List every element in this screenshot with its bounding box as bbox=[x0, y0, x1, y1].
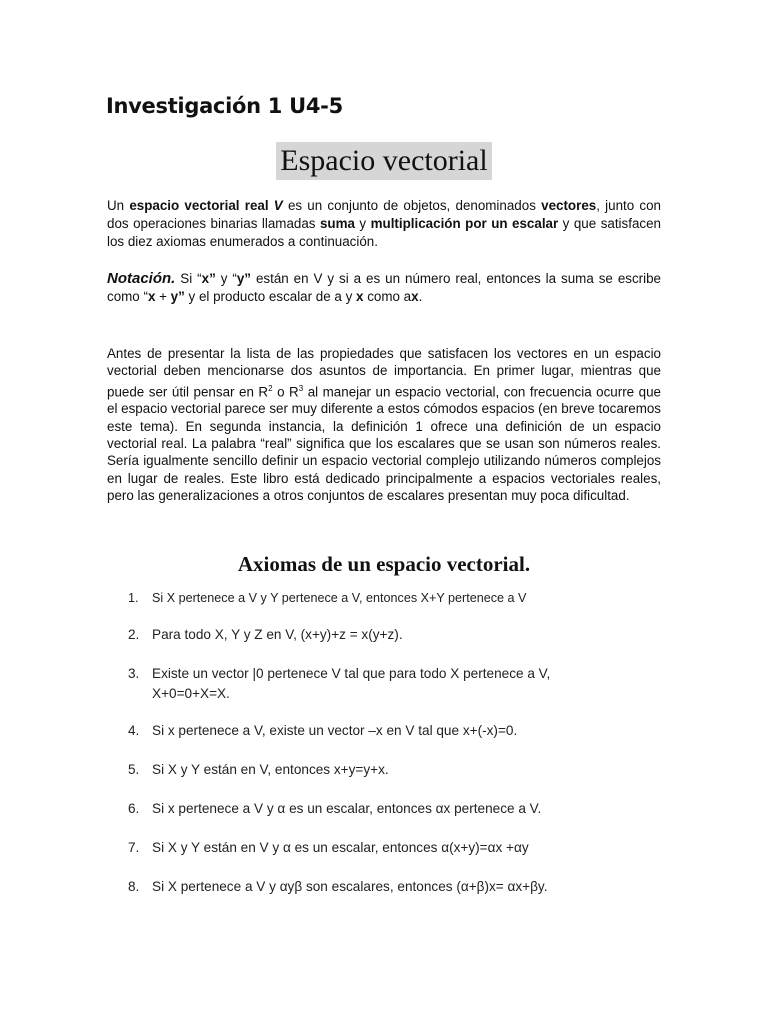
explanation-text: al manejar un espacio vectorial, con frecuencia ocurre que el espacio vectorial parece ser muy diferente a estos cómodos espacios (en breve tocaremos este tema). En segunda instancia, la definición 1 ofrece una definición de un espacio vectorial real. La palabra “real” significa que los escalares que se usan son números reales. Sería igualmente sencillo definir un espacio vectorial complejo utilizando números complejos en lugar de reales. Este libro está dedicado principalmente a espacios vectoriales reales, pero las generalizaciones a otros conjuntos de escalares presentan muy poca dificultad. bbox=[107, 384, 661, 503]
explanation-paragraph bbox=[107, 345, 661, 504]
page-title: Espacio vectorial bbox=[276, 142, 491, 180]
list-item-text: Si X y Y están en V y α es un escalar, entonces α(x+y)=αx +αy bbox=[152, 840, 529, 855]
intro-text: , junto con dos operaciones binarias llamadas bbox=[107, 198, 662, 231]
list-item-text: Si X y Y están en V, entonces x+y=y+x. bbox=[152, 762, 389, 777]
list-item-text: Si x pertenece a V y α es un escalar, entonces αx pertenece a V. bbox=[152, 801, 542, 816]
notation-text: Si “ bbox=[175, 271, 202, 286]
document-heading: Investigación 1 U4-5 bbox=[106, 94, 343, 118]
list-item bbox=[128, 588, 668, 608]
notation-bold: x bbox=[411, 289, 419, 304]
intro-bold-term: vectores bbox=[541, 198, 597, 213]
list-item bbox=[128, 799, 668, 819]
notation-label: Notación. bbox=[107, 270, 176, 287]
intro-bold-term: multiplicación por un escalar bbox=[370, 216, 559, 231]
notation-bold: y” bbox=[236, 271, 251, 286]
intro-bold-term: espacio vectorial real bbox=[129, 198, 274, 213]
intro-bold-italic-v: V bbox=[273, 198, 283, 213]
intro-bold-term: suma bbox=[319, 216, 355, 231]
notation-text: y el producto escalar de a y bbox=[184, 289, 357, 304]
list-item bbox=[128, 877, 668, 897]
notation-bold: x bbox=[147, 289, 156, 304]
notation-text: como a bbox=[363, 289, 412, 304]
list-item-text: Para todo X, Y y Z en V, (x+y)+z = x(y+z). bbox=[152, 627, 403, 642]
notation-text: y “ bbox=[215, 271, 237, 286]
explanation-text: Antes de presentar la lista de las propiedades que satisfacen los vectores en un espacio vectorial deben mencionarse dos asuntos de importancia. En primer lugar, mientras que puede ser útil pensar en R bbox=[107, 346, 661, 400]
superscript: 3 bbox=[298, 383, 304, 393]
list-item-text: Existe un vector |0 pertenece V tal que para todo X pertenece a V, X+0=0+X=X. bbox=[152, 666, 551, 701]
notation-bold: x” bbox=[201, 271, 216, 286]
explanation-text: o R bbox=[272, 384, 299, 400]
superscript: 2 bbox=[268, 383, 273, 393]
list-item bbox=[128, 625, 668, 645]
list-item-number: 1. bbox=[128, 591, 139, 605]
notation-bold: y” bbox=[170, 289, 185, 304]
title-block bbox=[0, 142, 768, 180]
notation-text: + bbox=[155, 289, 171, 304]
intro-paragraph bbox=[107, 197, 661, 251]
list-item-text: Si x pertenece a V, existe un vector –x en V tal que x+(-x)=0. bbox=[152, 723, 518, 738]
notation-paragraph bbox=[107, 270, 661, 306]
axioms-title: Axiomas de un espacio vectorial. bbox=[237, 552, 531, 576]
list-item-number: 2. bbox=[128, 627, 140, 642]
list-item bbox=[128, 838, 668, 858]
intro-text: Un bbox=[107, 198, 130, 213]
notation-text: . bbox=[418, 289, 423, 304]
list-item-number: 7. bbox=[128, 840, 140, 855]
list-item-number: 3. bbox=[128, 666, 140, 681]
list-item-number: 5. bbox=[128, 762, 140, 777]
notation-bold: x bbox=[356, 289, 364, 304]
list-item bbox=[128, 760, 668, 780]
intro-text: y que satisfacen los diez axiomas enumerados a continuación. bbox=[107, 216, 661, 249]
list-item bbox=[128, 721, 668, 741]
intro-text: es un conjunto de objetos, denominados bbox=[282, 198, 542, 213]
list-item-text: Si X pertenece a V y αyβ son escalares, entonces (α+β)x= αx+βy. bbox=[152, 879, 548, 894]
list-item-number: 8. bbox=[128, 879, 140, 894]
intro-text: y bbox=[354, 216, 371, 231]
list-item-number: 4. bbox=[128, 723, 140, 738]
list-item-text: Si X pertenece a V y Y pertenece a V, entonces X+Y pertenece a V bbox=[152, 591, 527, 605]
list-item-number: 6. bbox=[128, 801, 140, 816]
list-item bbox=[128, 664, 668, 704]
notation-text: están en V y si a es un número real, entonces la suma se escribe como “ bbox=[107, 271, 661, 304]
